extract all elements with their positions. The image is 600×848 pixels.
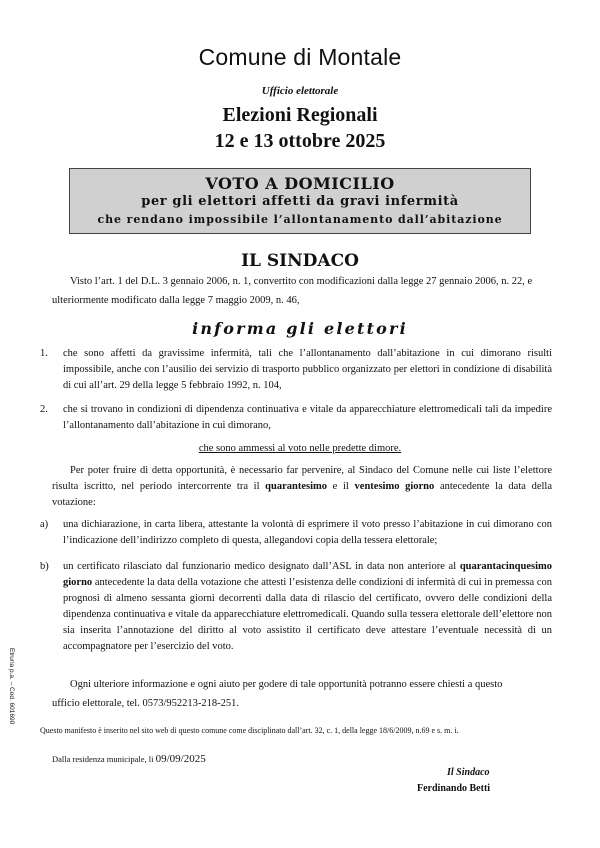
- list-letter: b): [40, 561, 49, 572]
- info-line-b: ufficio elettorale, tel. 0573/952213-218-251.: [52, 698, 240, 709]
- headline-box: [69, 168, 531, 234]
- requirement-bold: quarantacinquesimo giorno: [63, 561, 552, 588]
- informa-heading: informa gli elettori: [192, 319, 408, 338]
- list-text: che sono affetti da gravissime infermità, tali che l’allontanamento dall’abitazione in cui dimorano risulti impossibile, anche con l’ausilio dei servizio di trasporto pubblico organizzato per elettori in condizione di disabilità di cui all’art. 29 della legge 5 febbraio 1992, n. 104,: [63, 348, 552, 391]
- headline-sub2: che rendano impossibile l’allontanamento dall’abitazione: [97, 213, 503, 226]
- requirement-text: una dichiarazione, in carta libera, attestante la volontà di esprimere il voto presso l’abitazione in cui dimorano con l’indicazione dell’indirizzo completo di questa, allegandovi copia della tessera elettorale;: [63, 519, 552, 546]
- list-number: 2.: [40, 404, 48, 415]
- requirement-a: [40, 517, 552, 549]
- residenza-label: Dalla residenza municipale, li: [52, 754, 156, 764]
- residenza-date: 09/09/2025: [155, 753, 206, 765]
- list-number: 1.: [40, 348, 48, 359]
- list-item: [40, 346, 552, 394]
- procedure-bold: ventesimo giorno: [354, 481, 435, 492]
- procedure-text: Per poter fruire di detta opportunità, è necessario far pervenire, al Sindaco del Comune nelle cui liste l’elettore risulta iscritto, nel periodo intercorrente tra il: [52, 465, 552, 492]
- election-title: Elezioni Regionali: [222, 104, 378, 126]
- info-paragraph: [52, 677, 552, 712]
- headline-main: VOTO A DOMICILIO: [205, 174, 395, 193]
- headline-sub: per gli elettori affetti da gravi infermità: [141, 194, 459, 209]
- election-date: 12 e 13 ottobre 2025: [214, 130, 386, 152]
- residenza-line: [52, 753, 206, 765]
- sindaco-heading: IL SINDACO: [241, 251, 359, 271]
- intro-paragraph: [52, 274, 552, 309]
- info-line-a: Ogni ulteriore informazione e ogni aiuto per godere di tale opportunità potranno essere chiesti a questo: [70, 679, 503, 690]
- procedure-text: e il: [327, 481, 355, 492]
- ufficio-subtitle: Ufficio elettorale: [261, 85, 339, 97]
- printer-code: Etruria p.a. – Cod. 601690: [8, 648, 15, 725]
- signature-title: Il Sindaco: [447, 767, 490, 778]
- comune-title: Comune di Montale: [198, 44, 402, 70]
- ammessi-line: che sono ammessi al voto nelle predette dimore.: [198, 443, 402, 454]
- requirement-text: antecedente la data della votazione che attesti l’esistenza delle condizioni di infermità di cui in premessa con prognosi di almeno sessanta giorni decorrenti dalla data di rilascio del certificato, ovvero delle condizioni della dipendenza continuativa e vitale da apparecchiature elettromedicali. Quando sulla tessera elettorale dell’elettore non sia inserita l’annotazione del diritto al voto assistito il certificato deve attestare l’eventuale necessità di un accompagnatore per l’esercizio del voto.: [63, 577, 552, 652]
- signature-name: Ferdinando Betti: [417, 783, 491, 794]
- procedure-paragraph: [52, 463, 552, 511]
- list-item: [40, 402, 552, 434]
- requirement-b: [40, 559, 552, 655]
- list-letter: a): [40, 519, 49, 530]
- intro-line-b: ulteriormente modificato dalla legge 7 maggio 2009, n. 46,: [52, 295, 300, 306]
- list-text: che si trovano in condizioni di dipendenza continuativa e vitale da apparecchiature elettromedicali tali da impedire l’allontanamento dall’abitazione in cui dimorano,: [63, 404, 552, 431]
- publication-note: Questo manifesto è inserito nel sito web di questo comune come disciplinato dall’art. 32, c. 1, della legge 18/6/2009, n.69 e s. m. i.: [40, 726, 459, 735]
- procedure-bold: quarantesimo: [265, 481, 328, 492]
- requirement-text: un certificato rilasciato dal funzionario medico designato dall’ASL in data non anteriore al: [63, 561, 460, 572]
- procedure-text: antecedente la data della votazione:: [52, 481, 552, 508]
- intro-line-a: Visto l’art. 1 del D.L. 3 gennaio 2006, n. 1, convertito con modificazioni dalla legge 27 gennaio 2006, n. 22, e: [70, 276, 533, 287]
